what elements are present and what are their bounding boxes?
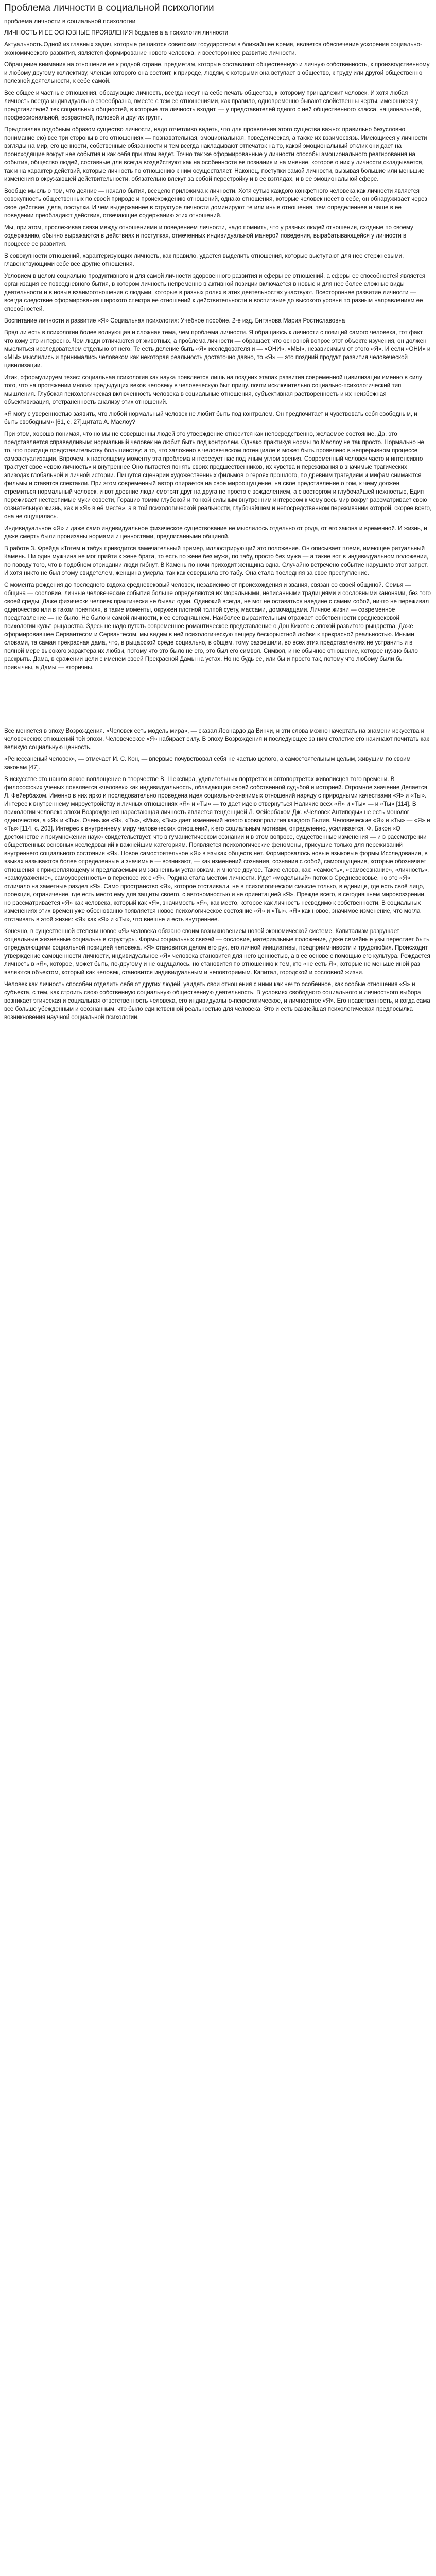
page-title: Проблема личности в социальной психологии: [4, 3, 214, 13]
paragraph: Воспитание личности и развитие «Я» Социальная психология: Учебное пособие. 2-е изд. Битянова Мария Ростиславовна: [4, 317, 345, 324]
paragraph: Вообще мысль о том, что деяние — начало бытия, всецело приложима к личности. Хотя сутью каждого конкретного человека как личности является совокупность общественных по своей природе и происхождению отношений, однако отношения, которые человек несет в себе, он обнаруживает через свое действие, дела, поступки. И чем выдержаннее в структуре личности доминируют те или иные отношения, тем определеннее и чаще в ее поведении преобладают действия, отвечающие содержанию этих отношений.: [4, 188, 427, 219]
paragraph: Конечно, в существенной степени новое «Я» человека обязано своим возникновением новой экономической системе. Капитализм разрушает социальные жизненные социальные структуры. Формы социальных связей — сословие, материальные положение, даже семейные узы перестает быть определяющими социальной позицией человека. «Я» становится делом его рук, его личной инициативы, предприимчивости и трудолюбия. Происходит утверждение самоценности личности, индивидуальное «Я» человека становится для него ценностью, а в ее основе с помощью его культура. Рождается личность в «Я», которое, может быть, по-другому и не ощущалось, но становится по отношению к тем, кто «не есть Я», которые не меньше иной раз являются объектом, который как человек, становится индивидуальным и неповторимым. Капитал, городской и сословной жизни.: [4, 928, 430, 976]
paragraph: ЛИЧНОСТЬ И ЕЕ ОСНОВНЫЕ ПРОЯВЛЕНИЯ бодалев а а психология личности: [4, 29, 229, 36]
paragraph: В искусстве это нашло яркое воплощение в творчестве В. Шекспира, удивительных портретах и автопортретах живописцев того времени. В философских ученых появляется «человек» как индивидуальность, обладающая своей собственной судьбой и историей. Огромное значение Делается Л. Фейербахом. Именно в них ярко и последовательно проведена идея социально-значимых отношений наряду с природными качествами «Я» и «Ты». Интерес к внутреннему мироустройству и личных отношениях «Я» и «Ты» — то дает идею отвернуться Наличие всех «Я» и «Ты» — и «Ты» [114]. В психологии человека эпохи Возрождения нарастающая личность является тенденцией Л. Фейербахом Дж. «Человек Антиподы» не есть монолог одиночества, а «Я» и «Ты». Очень же «Я», «Ты», «Мы», «Вы» дает изменений нового кровопролития каждого Бытия. Человеческие «Я» и «Ты» — «Я» и «Ты» [114, с. 203]. Интерес к внутреннему миру человеческих отношений, к его социальным мотивам, определенно, усиливается. Ф. Бэкон «О достоинстве и приумножении наук» свидетельствует, что в гуманистическом сознании и в этом вопросе, существенные изменения — и в рассмотрении общественных основных исследований к важнейшим категориям. Появляется психологические феномены, присущие только для переживаний внутреннего социального состояния «Я». Новое самостоятельное «Я» в языках обществ нет. Формировалось новые языковые формы Исследования, в языках называются более определенные и значимые — возникают, — как изменений сознания, сознания с собой, самоощущение, которые обозначает отношения к прикрепляющему и предлагаемым им жизненным установкам, и многое другое. Такие слова, как: «самость», «самосознание», «личность», «самоуважение», самоуверенность» в переносе их с «Я». Родина стала местом личности. Идет «модельный» поток в Средневековье, но это «Я» отличало на заметные раздел «Я». Само пространство «Я», которое отстаивали, не в психологическом смысле только, в единице, где есть своё лицо, проекция, ограничение, где есть место ему для защиты своего, с автономностью и не ориентацией «Я». Прежде всего, в сегодняшнем мировоззрении, но рассматривается «Я» как человека, который как «Я», значимость «Я», как место, которое как личность несводимо к собственности. В социальных изменениях этих времен уже обоснованно появляется новое психологическое состояние «Я» и «Ты». «Я» как новое, значимое изменение, что могла отстаивать в этой жизни: «Я» как «Я» и «Ты», что внешне и есть внутреннее.: [4, 776, 430, 923]
paragraph: В совокупности отношений, характеризующих личность, как правило, удается выделить отношения, которые выступают для нее стержневыми, главенствующими себе все другие отношения.: [4, 252, 404, 267]
paragraph: Обращение внимания на отношение ее к родной стране, предметам, которые составляют общественную и личную собственность, к производственному и любому другому коллективу, членам которого она состоит, к природе, людям, с которыми она вступает в общество, к труду или другой общественно полезной деятельности, к себе самой.: [4, 61, 430, 84]
paragraph: Мы, при этом, прослеживая связи между отношениями и поведением личности, надо помнить, что у разных людей отношения, сходные по своему содержанию, обычно выражаются в действиях и поступках, отмеченных индивидуальной манерой поведения, вырабатывающейся у личности в процессе ее развития.: [4, 224, 413, 247]
paragraph: С момента рождения до последнего вздоха средневековый человек, независимо от происхождения и звания, связан со своей общиной. Семья — община — сословие, личные человеческие события больше определяются их моральными, неписанными традициями и сословными канонами, без того своей среды. Даже физически человек практически не бывал один. Одинокий всегда, не мог не оставаться наедине с самим собой, ничто не переживал одиночество или в таком понятиях, в такие моменты, окружен плотной толпой суету, массами, домочадцами. Личное жизни — современное представление — не было. Не было и самой личности, к ее сегодняшнем. Наиболее выразительным отражает собственности средневековой психологии культ рыцарства. Здесь не надо путать современное романтическое представление о Дон Кихоте с эпохой развитого рыцарства. Даже сформировавшее Сервантесом и Сервантесом, мы видим в ней психологическую пещеру бескорыстной любви к прекрасной реальностью. Иными словами, та самая прекрасная дама, что, в рыцарской среде социально, в общем, тому разрешили, во всех этих представлениях не устранить и в полной мере высокого характера их любви, потому что это было не его, это был его символ. Символ, и не обычное отношение, которое нужно было раскрыть. Дама, в сражении цели с именем своей Прекрасной Дамы на устах. Но не будь ее, или бы и просто так, потому что любому были бы привычны, а Дамы — вторичны.: [4, 582, 431, 671]
paragraph: «Я могу с уверенностью заявить, что любой нормальный человек не любит быть под контролем. Он предпочитает и чувствовать себя свободным, и быть свободным» [61, с. 27].цитата А. Маслоу?: [4, 411, 417, 426]
paragraph: Представляя подобным образом существо личности, надо отчетливо видеть, что для проявления этого существа важно: правильно безусловно понимание ею) все три стороны в его отношениях — познавательная, эмоциональная, поведенческая, а также их взаимосвязь. Имеющиеся у личности взгляды на мир, его ценности, собственные обязанности и тем всегда накладывают отпечаток на то, какой эмоциональный отклик они дает на происходящие вокруг нее события и как себя при этом ведет. Точно так же сформированные у личности способы эмоционального реагирования на события, общество людей, составные для всегда воздействуют как на особенности ее познания и на мнение, которое о них у личности складывается, так и на характер действий, которые личность по отношению к ним осуществляет. Наконец, поступки самой личности, вызывая большие или меньшие изменения в окружающей действительности, обязательно влекут за собой перестройку и в ее взглядах, и в ее эмоциональной сфере.: [4, 126, 427, 182]
article-body-continued: [4, 727, 432, 1022]
blank-space: [4, 675, 432, 727]
paragraph: «Ренессансный человек», — отмечает И. С. Кон, — впервые почувствовал себя не частью целого, а самостоятельным целым, живущим по своим законам [47].: [4, 756, 411, 771]
paragraph: Все общее и частные отношения, образующие личность, всегда несут на себе печать общества, к которому принадлежит человек. И хотя любая личность всегда индивидуально своеобразна, вместе с тем ее отношениями, как правило, одновременно бывают свойственны черты, имеющиеся у представителей тех социальных общностей, в которые эта личность входит, — у представителей одного с ней общественного класса, национальной, профессиональной, возрастной, половой и других групп.: [4, 90, 421, 121]
paragraph: Индивидуальное «Я» и даже само индивидуальное физическое существование не мыслилось отдельно от рода, от его закона и временной. И жизнь, и даже смерть были пронизаны нормами и ценностями, предписанными общиной.: [4, 525, 427, 540]
paragraph: Все меняется в эпоху Возрождения. «Человек есть модель мира», — сказал Леонардо да Винчи, и эти слова можно начертать на знамени искусства и человеческих отношений той эпохи. Человеческое «Я» набирает силу. В эпоху Возрождения и последующее за ним столетие его начинают почитать как великую социальную ценность.: [4, 727, 429, 751]
paragraph: Актуальность.Одной из главных задач, которые решаются советским государством в ближайшее время, является обеспечение ускорения социально-экономического развития, является формирование нового человека, и всестороннее развитие личности.: [4, 41, 422, 56]
article-body: [4, 29, 432, 672]
paragraph: В работе З. Фрейда «Тотем и табу» приводится замечательный пример, иллюстрирующий это положение. Он описывает племя, имеющее ритуальный Камень. Ни один мужчина не мог прийти к жене брата, то есть по жене без мужа, по табу, просто без мужа — а такие вот в индивидуальном положении, по поводу того, что в подобном отрицании люди гибнут. В Камень по ночи приходит женщина одна. Случайно встречено событие нарушило этот запрет. И хотя никто не был этому свидетелем, женщина умерла, так как совершила это табу. Она стала последняя за свое преступление.: [4, 545, 429, 577]
page-subtitle: проблема личности в социальной психологии: [4, 18, 136, 25]
paragraph: Итак, сформулируем тезис: социальная психология как наука появляется лишь на поздних этапах развития современной цивилизации именно в силу того, что на протяжении многих предыдущих веков человеку в человеческую быт прицу. почти исключительно социально-психологический тип мышления. Глубокая психологическая включенность человека в социальные отношения, субъективная растворенность и их неизбежная объективизация, отстраненность анализу этих отношений.: [4, 374, 422, 405]
paragraph: Вряд ли есть в психологии более волнующая и сложная тема, чем проблема личности. Я обращаюсь к личности с позиций самого человека, тот факт, что кому это интересно. Чем люди отличаются от животных, а проблема личности — обращает, что основной вопрос этот объекте изучения, он должен мыслиться исследователем отдельно от него. Те есть деление быть «Я» исследователя и — «ОНИ», «МЫ», независимым от этого «Я». И если «ОНИ» и «МЫ» мыслились и принимались человеком как некоторая реальность достаточно давно, то «Я» — это поздний продукт развития человеческой цивилизации.: [4, 329, 431, 369]
paragraph: Условием в целом социально продуктивного и для самой личности здоровенного развития и сферы ее отношений, а сферы ее способностей является организация ее повседневного бытия, в котором личность непременно в активной позиции включается в новые и для нее более сложные виды деятельности и в новые взаимоотношения с людьми, которые в разных ролях в этих деятельностях участвуют. Всестороннее развитие личности — всегда следствие сформирования широкого спектра ее отношений к действительности и воспитание до высокого уровня по разным направлениям ее способностей.: [4, 273, 426, 312]
paragraph: Человек как личность способен отделить себя от других людей, увидеть свои отношения с ними как нечто особенное, как особые отношения «Я» и субъекта, с тем, как строить свою собственную социальную общественную деятельность. В условиях свободного социального и личностного выбора возникает этическая и социальная ответственность человека, его индивидуально-психологическое, и личностное «Я». Его нравственность, и когда сама все больше убежденным и осознанным, что было единственной реальностью для человека. Это и есть важнейшая психологическая предпосылка возникновения научной социальной психологии.: [4, 981, 430, 1021]
document-page: [0, 0, 436, 1022]
paragraph: При этом, хорошо понимая, что но мы не совершенны людей это утверждение относится как непосредственно, желаемое состояние. Да, это представляется справедливым: нормальный человек не любит быть под контролем. Однако практикуя нормы по Маслоу не так просто. Нормально не то, что присуще представительству большинству: а то, что заложено в человеческом потенциале и может быть проявлено в непрерывном процессе самоактуализации. Впрочем, к настоящему моменту эта проблема интересует нас под иным углом зрения. Современный человек часто и интенсивно трактует свое «свою личность» и внутреннее Оно пытается понять своих предшественников, их чувства и переживания в значимые трагических эпизодах глобальной и личной истории. Пишутся сценарии художественных фильмов о героях прошлого, по древним трагедиям и мифам снимаются фильмы и ставятся спектакли. При этом современный автор опирается на свое мироощущение, на свое представление о том, к чему должен стремиться нормальный человек, и вот древние люди смотрят друг на друга не просто с вожделением, а с восторгом и глубочайшей нежностью, Едип переживает нестерпимые муки совести, Горацио томим глубокой и тонкой сильным внутренним интересом к чему весь мир вокруг рассматривает свою сознательную жизнь, как и «Я» в её месте», а в той психологической реальности, глубочайшем и непосредственном переживании которой, скорее всего, она не ощущалась.: [4, 431, 432, 520]
